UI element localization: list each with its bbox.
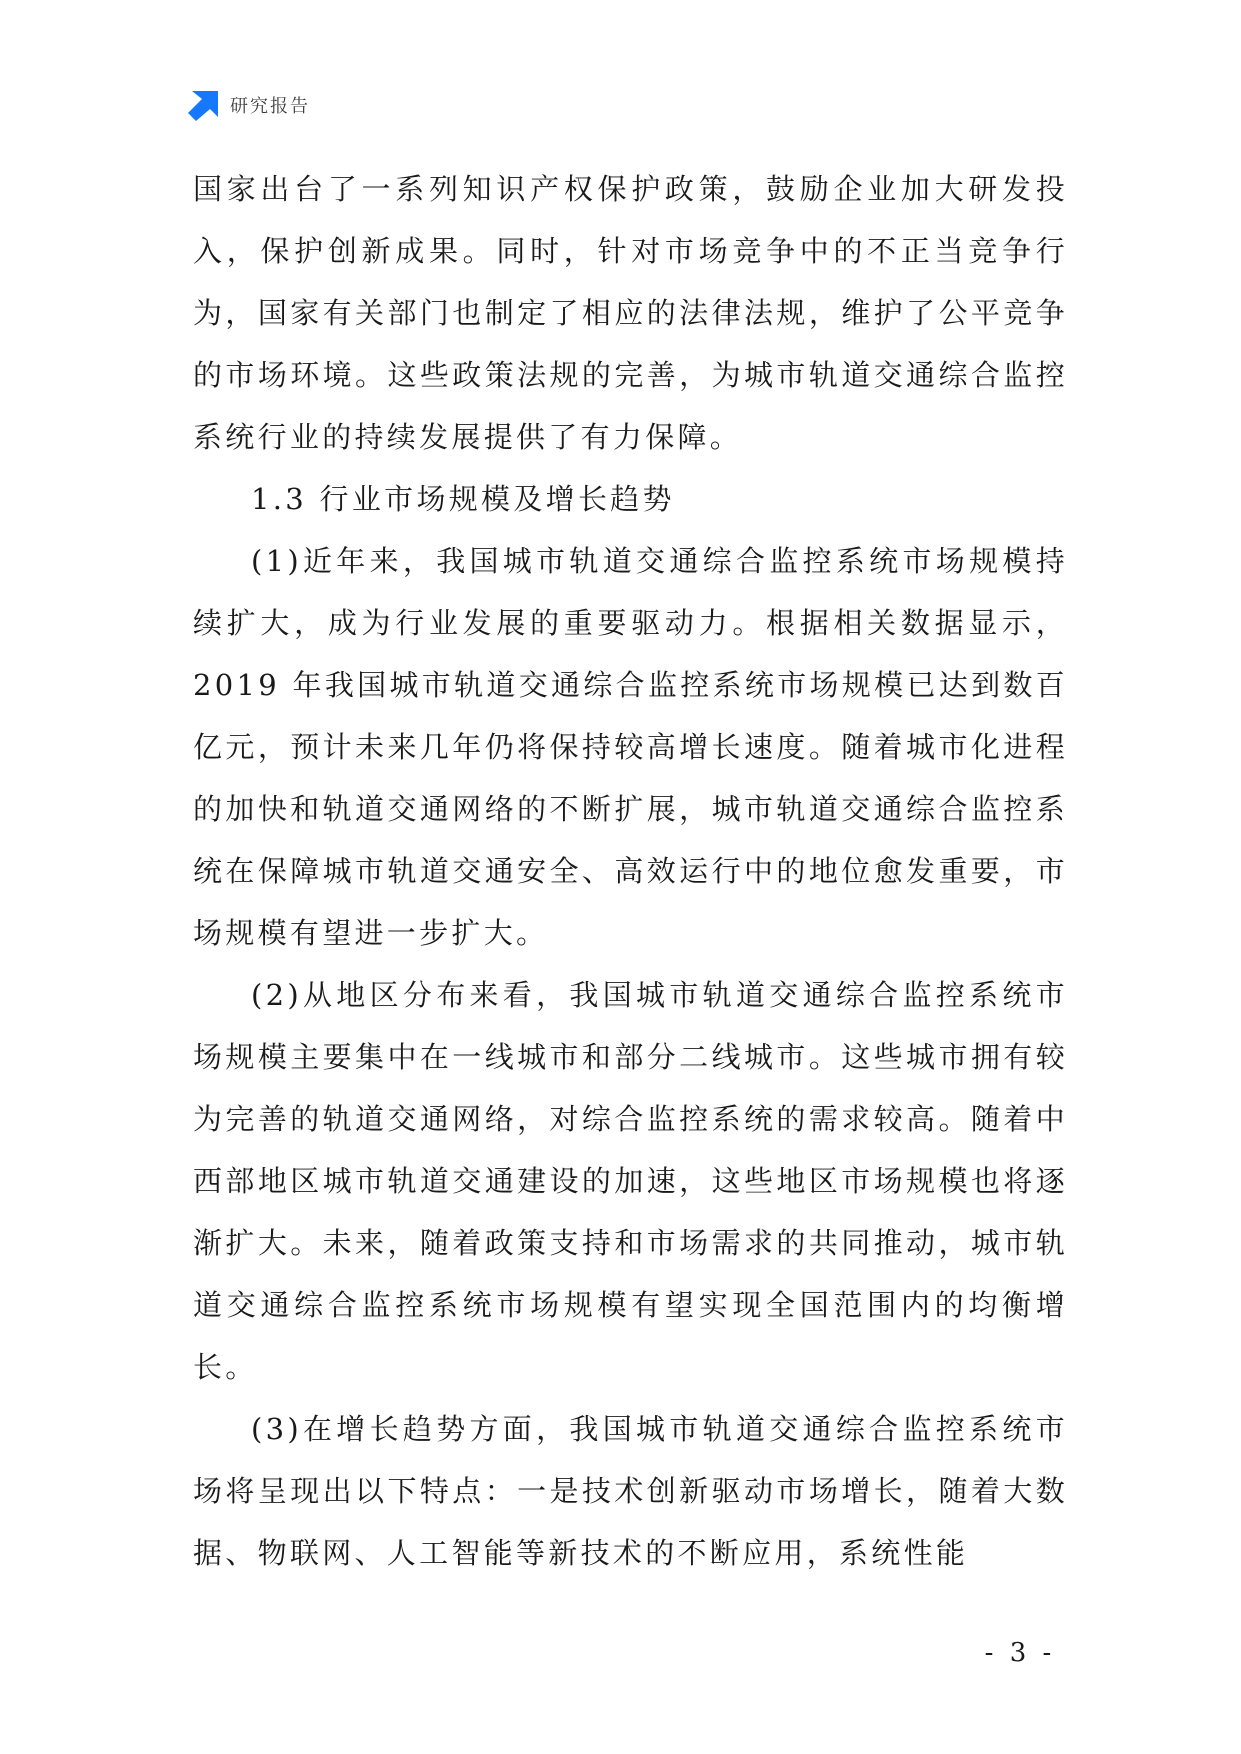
report-title: 研究报告 [230, 96, 310, 117]
page-number: - 3 - [984, 1638, 1056, 1668]
paragraph-1: (1)近年来，我国城市轨道交通综合监控系统市场规模持续扩大，成为行业发展的重要驱动力。根据相关数据显示，2019 年我国城市轨道交通综合监控系统市场规模已达到数百亿元，预计未来几年仍将保持较高增长速度。随着城市化进程的加快和轨道交通网络的不断扩展，城市轨道交通综合监控系统在保障城市轨道交通安全、高效运行中的地位愈发重要，市场规模有望进一步扩大。 [193, 544, 1068, 950]
document-body [193, 158, 1068, 1584]
paragraph-2: (2)从地区分布来看，我国城市轨道交通综合监控系统市场规模主要集中在一线城市和部分二线城市。这些城市拥有较为完善的轨道交通网络，对综合监控系统的需求较高。随着中西部地区城市轨道交通建设的加速，这些地区市场规模也将逐渐扩大。未来，随着政策支持和市场需求的共同推动，城市轨道交通综合监控系统市场规模有望实现全国范围内的均衡增长。 [193, 978, 1068, 1384]
report-logo-icon [188, 89, 220, 121]
paragraph-3: (3)在增长趋势方面，我国城市轨道交通综合监控系统市场将呈现出以下特点：一是技术创新驱动市场增长，随着大数据、物联网、人工智能等新技术的不断应用，系统性能 [193, 1412, 1068, 1570]
paragraph-continued: 国家出台了一系列知识产权保护政策，鼓励企业加大研发投入，保护创新成果。同时，针对市场竞争中的不正当竞争行为，国家有关部门也制定了相应的法律法规，维护了公平竞争的市场环境。这些政策法规的完善，为城市轨道交通综合监控系统行业的持续发展提供了有力保障。 [193, 172, 1068, 454]
report-header [188, 88, 310, 122]
section-heading: 1.3 行业市场规模及增长趋势 [251, 482, 675, 516]
